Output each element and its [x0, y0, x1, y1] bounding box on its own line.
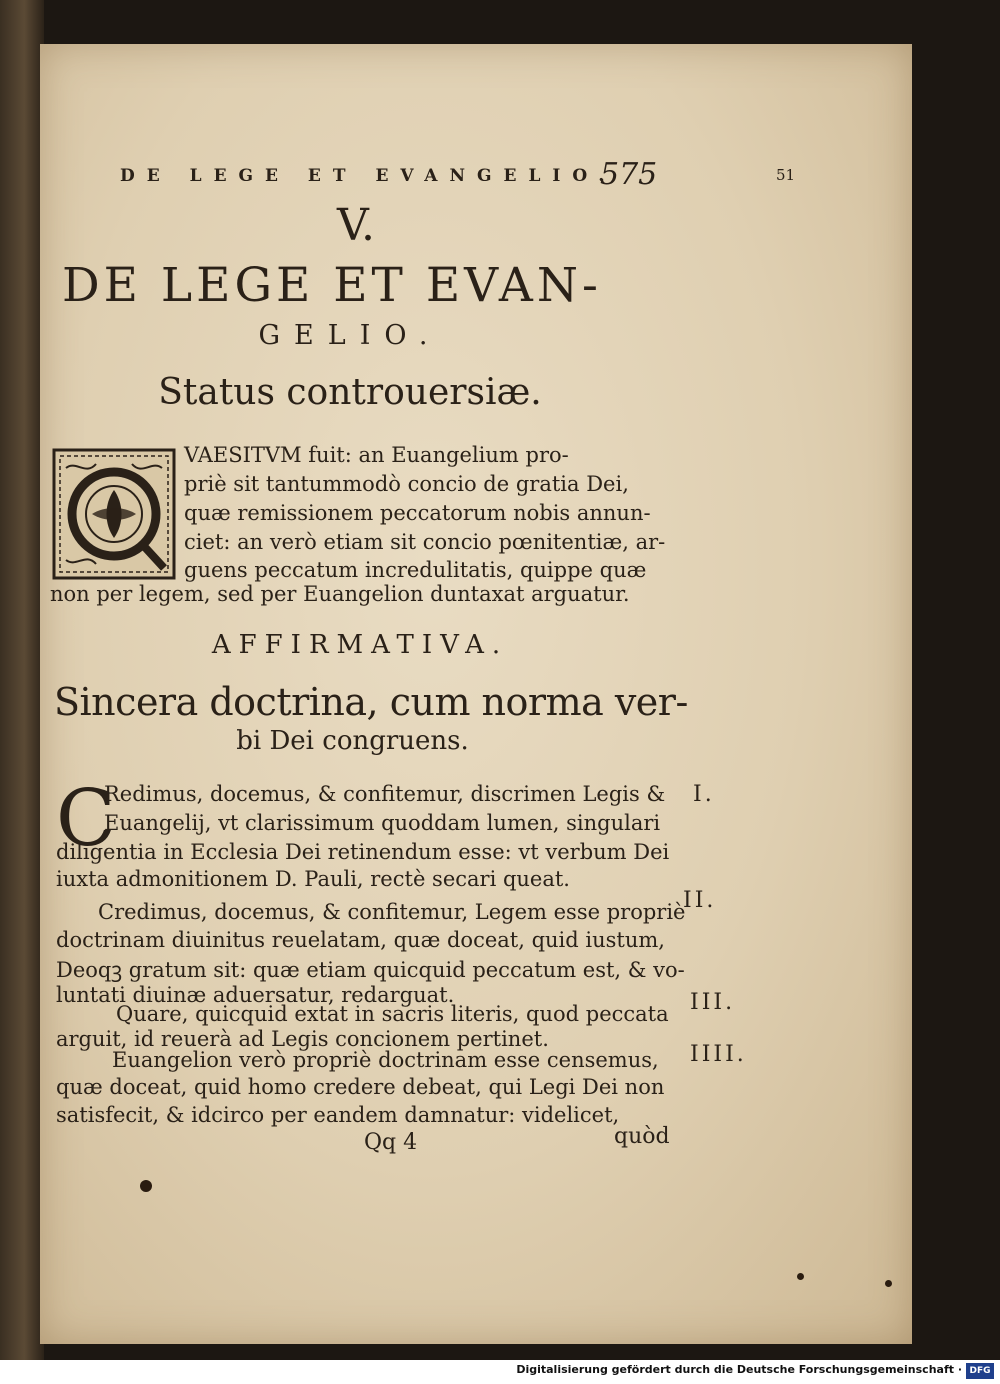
credit-text: Digitalisierung gefördert durch die Deutsche Forschungsgemeinschaft ·: [516, 1363, 962, 1376]
big-initial-c: C: [56, 774, 116, 864]
page-number: 575: [600, 157, 658, 192]
margin-numeral-3: III.: [690, 990, 736, 1015]
ink-spot: [140, 1180, 152, 1192]
signature-qq4: Qq 4: [364, 1130, 418, 1155]
margin-numeral-2: II.: [683, 888, 717, 913]
thesis-line: arguit, id reuerà ad Legis concionem pertinet.: [56, 1027, 549, 1051]
chapter-title-line1: DE LEGE ET EVAN-: [62, 258, 602, 313]
thesis-line: Deoqꝫ gratum sit: quæ etiam quicquid peccatum est, & vo-: [56, 958, 685, 982]
thesis-line: luntati diuinæ aduersatur, redarguat.: [56, 983, 455, 1007]
thesis-line: Euangelion verò propriè doctrinam esse censemus,: [112, 1048, 659, 1072]
intro-line: quæ remissionem peccatorum nobis annun-: [184, 501, 651, 525]
thesis-line: Euangelij, vt clarissimum quoddam lumen, singulari: [104, 811, 661, 835]
catchword: quòd: [614, 1124, 670, 1149]
sincera-heading-line1: Sincera doctrina, cum norma ver-: [54, 680, 688, 724]
thesis-line: satisfecit, & idcirco per eandem damnatur: videlicet,: [56, 1103, 620, 1127]
thesis-line: quæ doceat, quid homo credere debeat, qui Legi Dei non: [56, 1075, 665, 1099]
signature-mark: 51: [776, 166, 796, 184]
margin-numeral-1: I.: [693, 782, 715, 807]
thesis-line: Redimus, docemus, & confitemur, discrimen Legis &: [104, 782, 666, 806]
decorated-initial-q-icon: [52, 448, 176, 580]
margin-numeral-4: IIII.: [690, 1042, 747, 1067]
status-heading: Status controuersiæ.: [158, 372, 542, 413]
thesis-line: iuxta admonitionem D. Pauli, rectè secari queat.: [56, 867, 570, 891]
intro-line: VAESITVM fuit: an Euangelium pro-: [184, 443, 569, 467]
intro-line: guens peccatum incredulitatis, quippe quæ: [184, 558, 647, 582]
ink-spot: [885, 1280, 892, 1287]
thesis-line: Quare, quicquid extat in sacris literis, quod peccata: [116, 1002, 669, 1026]
sincera-heading-line2: bi Dei congruens.: [236, 726, 469, 756]
intro-line: ciet: an verò etiam sit concio pœnitentiæ, ar-: [184, 530, 666, 554]
chapter-number: V.: [336, 200, 376, 251]
credit-bar: [0, 1360, 1000, 1384]
dfg-logo-icon: DFG: [966, 1363, 994, 1379]
thesis-line: Credimus, docemus, & confitemur, Legem esse propriè: [98, 900, 686, 924]
ink-spot: [797, 1273, 804, 1280]
intro-line: priè sit tantummodò concio de gratia Dei,: [184, 472, 629, 496]
affirmativa-heading: AFFIRMATIVA.: [211, 630, 509, 660]
chapter-title-line2: GELIO.: [258, 320, 442, 351]
intro-line: non per legem, sed per Euangelion duntaxat arguatur.: [50, 582, 630, 606]
running-head: DE LEGE ET EVANGELIO.: [120, 166, 617, 186]
thesis-line: doctrinam diuinitus reuelatam, quæ doceat, quid iustum,: [56, 928, 665, 952]
thesis-line: diligentia in Ecclesia Dei retinendum esse: vt verbum Dei: [56, 840, 670, 864]
